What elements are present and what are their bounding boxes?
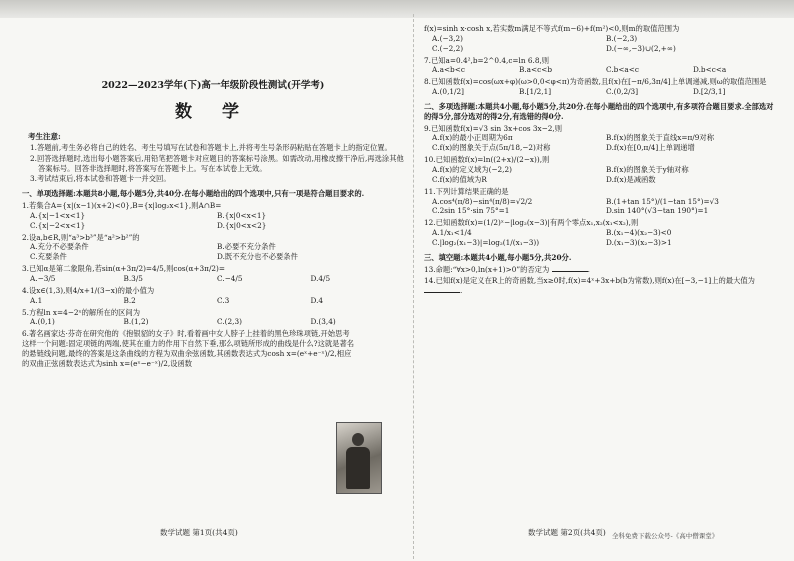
option-b: B.f(x)的图象关于y轴对称 <box>606 164 689 174</box>
option-a: A.1/x₁<1/4 <box>432 228 472 238</box>
question-stem: 1.若集合A={x|(x−1)(x+2)<0},B={x|log₂x<1},则A∩B= <box>22 201 222 211</box>
question-11 <box>424 187 780 217</box>
answer-blank <box>424 286 460 293</box>
question-10 <box>424 155 780 185</box>
exam-header: 2022—2023学年(下)高一年级阶段性测试(开学考) <box>101 80 325 91</box>
question-stem: 6.著名画家达·芬奇在研究他的《抱银貂的女子》时,看着画中女人脖子上挂着的黑色珍珠项链,开始思考这样一个问题:固定项链的两端,使其在重力的作用下自然下垂,那么项链所形成的曲线是什么?这就是著名的悬链线问题,最终的答案是这条曲线的方程为双曲余弦函数,其函数表达式为cosh x=(eˣ+e⁻ˣ)/2,相应的双曲正弦函数表达式为sinh x=(eˣ−e⁻ˣ)/2,设函数 <box>22 329 355 368</box>
option-c: C.f(x)的值域为R <box>432 174 487 184</box>
figure-body-shape <box>346 447 370 489</box>
option-b: B.f(x)的图象关于直线x=π/9对称 <box>606 133 714 143</box>
question-7 <box>424 56 780 76</box>
question-5 <box>22 308 404 328</box>
question-stem: 11.下列计算结果正确的是 <box>424 186 509 196</box>
question-8 <box>424 77 780 97</box>
question-13: 13.命题:“∀x>0,ln(x+1)>0”的否定为 . <box>424 264 590 274</box>
option-c: C.(0,2/3] <box>606 87 639 97</box>
section-2-title: 二、多项选择题:本题共4小题,每小题5分,共20分.在每小题给出的四个选项中,有多项符合题目要求.全部选对的得5分,部分选对的得2分,有选错的得0分. <box>424 101 774 121</box>
option-c: C.2sin 15°·sin 75°=1 <box>432 206 510 216</box>
painting-figure <box>336 422 382 494</box>
question-stem: 10.已知函数f(x)=ln((2+x)/(2−x)),则 <box>424 155 550 165</box>
question-stem: f(x)=sinh x·cosh x,若实数m满足不等式f(m−6)+f(m²)<0,则m的取值范围为 <box>424 24 680 33</box>
option-a: A.a<b<c <box>432 65 465 75</box>
option-c: C.3 <box>217 295 230 305</box>
option-a: A.cos⁴(π/8)−sin⁴(π/8)=√2/2 <box>432 196 533 206</box>
option-d: D.[2/3,1] <box>693 87 726 97</box>
option-d: D.f(x)是减函数 <box>606 174 656 184</box>
option-b: B.(1+tan 15°)/(1−tan 15°)=√3 <box>606 196 719 206</box>
option-b: B.[1/2,1] <box>519 87 552 97</box>
note-1: 1.答题前,考生务必将自己的姓名、考生号填写在试卷和答题卡上,并将考生号条形码粘贴在答题卡上的指定位置。 <box>30 142 392 152</box>
question-1 <box>22 201 404 231</box>
option-b: B.(−2,3) <box>606 33 638 43</box>
question-stem: 13.命题:“∀x>0,ln(x+1)>0”的否定为 <box>424 264 550 274</box>
question-14: 14.已知f(x)是定义在R上的奇函数,当x≥0时,f(x)=4ˣ+3x+b(b为常数),则f(x)在[−3,−1]上的最大值为 . <box>424 276 755 296</box>
option-d: D.4 <box>310 295 324 305</box>
option-c: C.f(x)的图象关于点(5π/18,−2)对称 <box>432 143 551 153</box>
option-b: B.(1,2) <box>123 317 149 327</box>
right-footer: 数学试题 第2页(共4页) <box>528 528 606 537</box>
option-d: D.4/5 <box>310 274 331 283</box>
option-d: D.{x|0<x<2} <box>217 220 267 230</box>
question-2 <box>22 233 404 263</box>
option-b: B.3/5 <box>123 274 143 283</box>
option-a: A.−3/5 <box>30 274 56 283</box>
option-a: A.(0,1) <box>30 317 55 327</box>
option-c: C.{x|−2<x<1} <box>30 220 86 230</box>
option-d: D.(−∞,−3)∪(2,+∞) <box>606 43 676 53</box>
question-4 <box>22 286 404 306</box>
subject-title: 数 学 <box>175 101 251 122</box>
left-footer: 数学试题 第1页(共4页) <box>160 528 238 537</box>
question-stem: 12.已知函数f(x)=(1/2)ˣ−|log₂(x−3)|有两个零点x₁,x₂(x₁<x₂),则 <box>424 218 639 228</box>
question-stem: 3.已知α是第二象限角,若sin(α+3π/2)=4/5,则cos(α+3π/2)= <box>22 264 226 274</box>
right-page <box>424 22 780 542</box>
question-6-continued <box>424 24 780 54</box>
option-a: A.充分不必要条件 <box>30 242 89 252</box>
option-a: A.(−3,2) <box>432 33 464 43</box>
question-stem: 2.设a,b∈R,则“a³>b³”是“a²>b²”的 <box>22 232 140 242</box>
note-3: 3.考试结束后,将本试卷和答题卡一并交回。 <box>30 174 171 184</box>
notes-title: 考生注意: <box>28 131 61 141</box>
option-a: A.{x|−1<x<1} <box>30 210 86 220</box>
question-stem: 5.方程ln x=4−2ˣ的解所在的区间为 <box>22 307 141 317</box>
question-stem: 8.已知函数f(x)=cos(ωx+φ)(ω>0,0<φ<π)为奇函数,且f(x)在[−π/6,3π/4]上单调递减,则ω的取值范围是 <box>424 77 767 87</box>
answer-blank <box>552 265 588 272</box>
option-b: B.{x|0<x<1} <box>217 210 267 220</box>
question-stem: 9.已知函数f(x)=√3 sin 3x+cos 3x−2,则 <box>424 123 563 133</box>
watermark-text: 全科免费下载公众号-《高中僧课堂》 <box>612 532 719 540</box>
option-a: A.f(x)的最小正周期为6π <box>432 133 513 143</box>
option-a: A.1 <box>30 295 43 305</box>
option-d: D.sin 140°(√3−tan 190°)=1 <box>606 206 709 216</box>
option-c: C.充要条件 <box>30 252 67 262</box>
question-stem: 4.设x∈(1,3),则4/x+1/(3−x)的最小值为 <box>22 285 155 295</box>
question-stem: 7.已知a=0.4²,b=2^0.4,c=ln 6.8,则 <box>424 55 550 65</box>
question-stem: 14.已知f(x)是定义在R上的奇函数,当x≥0时,f(x)=4ˣ+3x+b(b为常数),则f(x)在[−3,−1]上的最大值为 <box>424 276 755 286</box>
option-d: D.既不充分也不必要条件 <box>217 252 298 262</box>
scan-top-band <box>0 0 794 18</box>
option-a: A.f(x)的定义域为(−2,2) <box>432 164 512 174</box>
question-6 <box>22 329 404 368</box>
option-b: B.必要不充分条件 <box>217 242 276 252</box>
question-12 <box>424 218 780 248</box>
page-fold-line <box>413 14 414 559</box>
figure-head-shape <box>352 433 364 446</box>
option-b: B.2 <box>123 295 136 305</box>
section-3-title: 三、填空题:本题共4小题,每小题5分,共20分. <box>424 252 572 262</box>
question-9 <box>424 124 780 154</box>
option-c: C.b<a<c <box>606 65 639 75</box>
option-d: D.f(x)在[0,π/4]上单调递增 <box>606 143 695 153</box>
note-2: 2.回答选择题时,选出每小题答案后,用铅笔把答题卡对应题目的答案标号涂黑。如需改动,用橡皮擦干净后,再选涂其他答案标号。回答非选择题时,将答案写在答题卡上。写在本试卷上无效。 <box>30 153 404 173</box>
option-a: A.(0,1/2] <box>432 87 464 97</box>
option-b: B.(x₁−4)(x₂−3)<0 <box>606 228 672 238</box>
option-c: C.−4/5 <box>217 274 243 283</box>
option-d: D.(x₁−3)(x₂−3)>1 <box>606 237 672 247</box>
question-3 <box>22 264 404 284</box>
section-1-title: 一、单项选择题:本题共8小题,每小题5分,共40分.在每小题给出的四个选项中,只有一项是符合题目要求的. <box>22 189 365 199</box>
option-b: B.a<c<b <box>519 65 553 75</box>
option-c: C.|log₂(x₁−3)|=log₂(1/(x₁−3)) <box>432 237 540 247</box>
option-c: C.(2,3) <box>217 317 242 327</box>
option-c: C.(−2,2) <box>432 43 464 53</box>
option-d: D.(3,4) <box>310 317 336 327</box>
option-d: D.b<c<a <box>693 65 727 75</box>
